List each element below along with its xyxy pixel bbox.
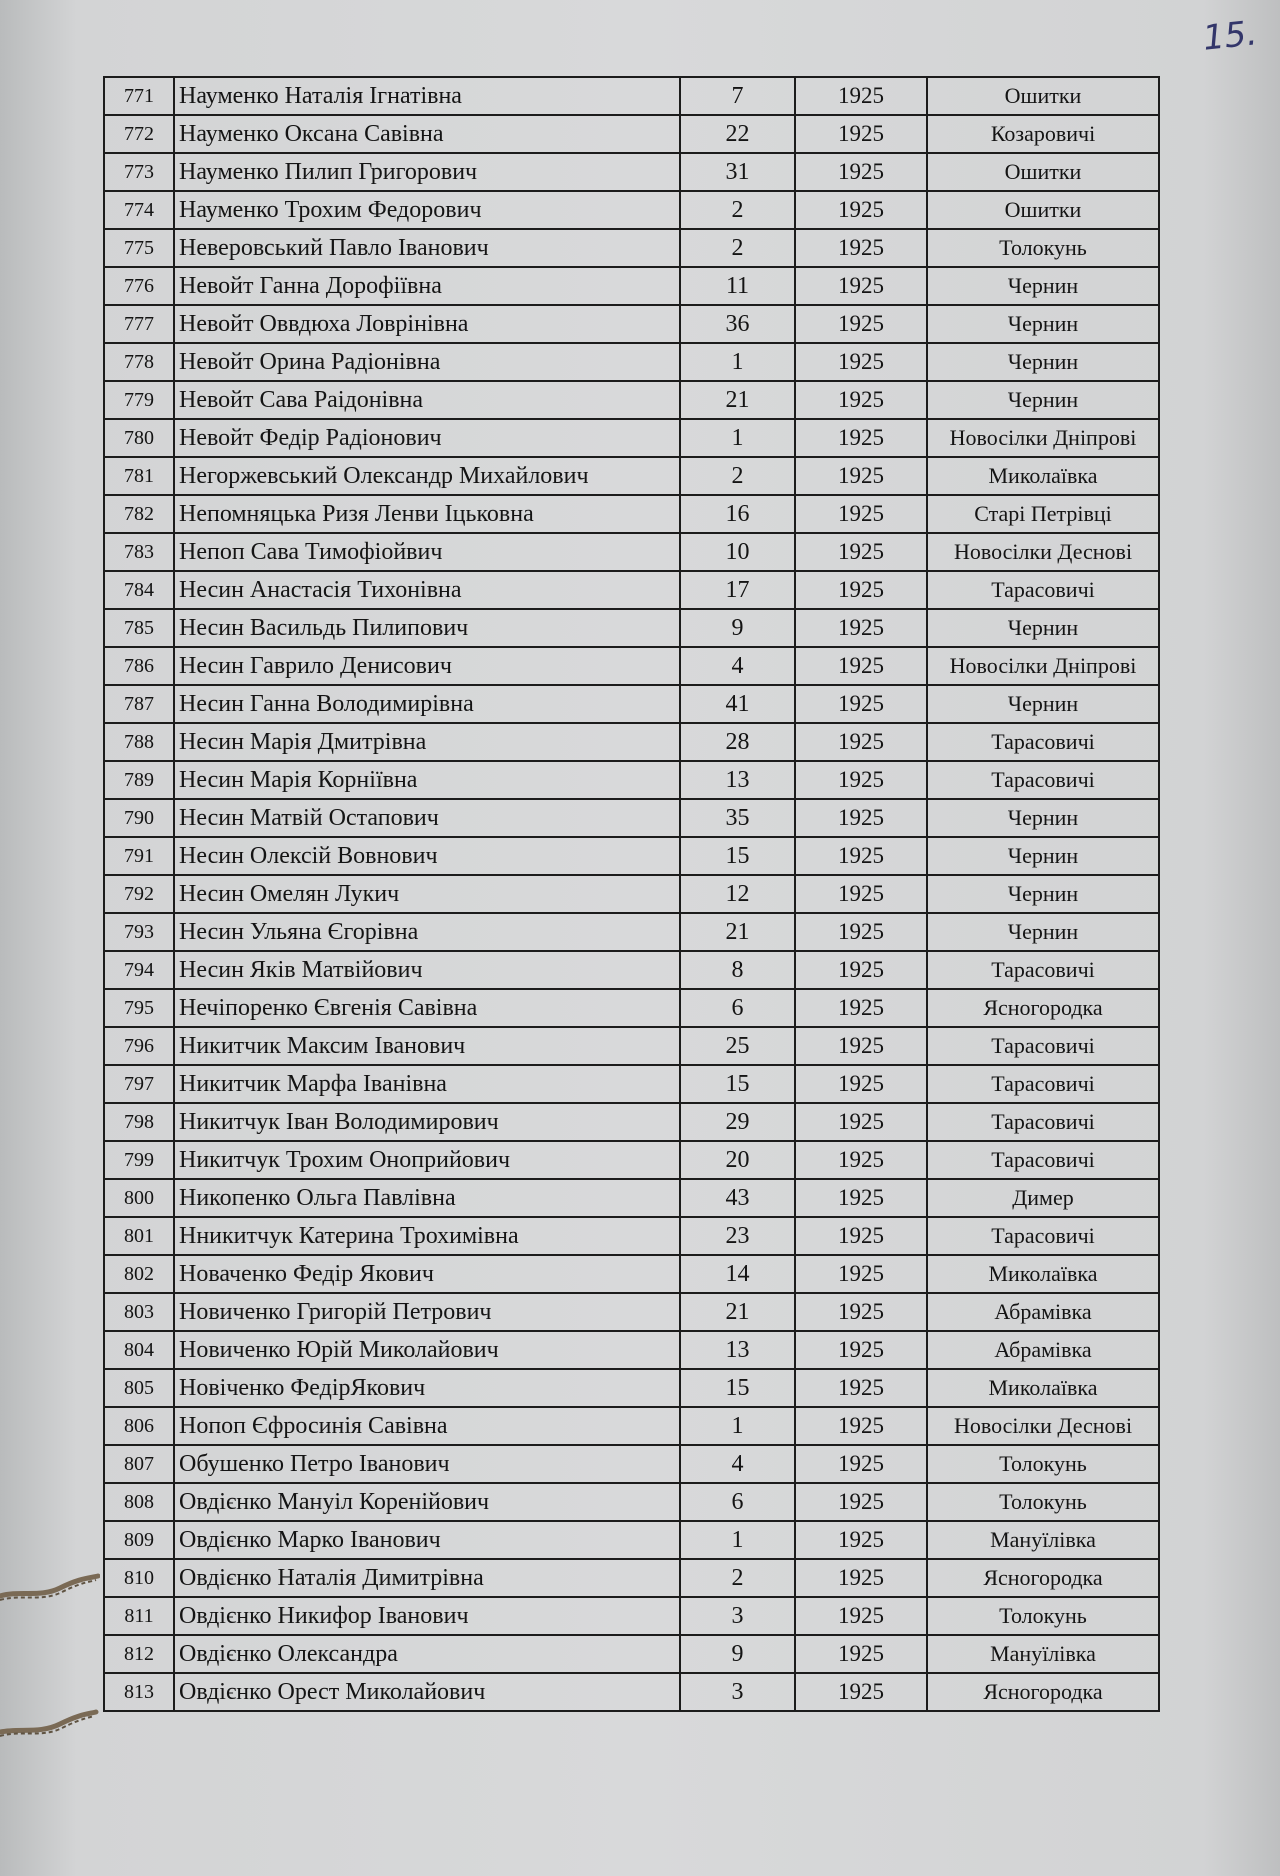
village-name-cell: Толокунь [927,1483,1159,1521]
table-row [104,1445,1159,1483]
table-row [104,761,1159,799]
person-name-cell: Негоржевський Олександр Михайлович [174,457,680,495]
row-number-cell: 810 [104,1559,174,1597]
row-number-cell: 784 [104,571,174,609]
register-table [103,76,1160,1712]
table-row [104,1141,1159,1179]
person-name-cell: Никитчик Марфа Іванівна [174,1065,680,1103]
person-name-cell: Несин Анастасія Тихонівна [174,571,680,609]
row-number-cell: 785 [104,609,174,647]
row-number-cell: 798 [104,1103,174,1141]
person-name-cell: Несин Марія Корніївна [174,761,680,799]
year-value-cell: 1925 [795,1559,927,1597]
row-number-cell: 811 [104,1597,174,1635]
row-number-cell: 781 [104,457,174,495]
village-name-cell: Миколаївка [927,1369,1159,1407]
year-value-cell: 1925 [795,1293,927,1331]
village-name-cell: Ошитки [927,191,1159,229]
village-name-cell: Абрамівка [927,1293,1159,1331]
count-value-cell: 15 [680,1369,795,1407]
year-value-cell: 1925 [795,799,927,837]
count-value-cell: 35 [680,799,795,837]
person-name-cell: Овдієнко Марко Іванович [174,1521,680,1559]
table-row [104,723,1159,761]
village-name-cell: Димер [927,1179,1159,1217]
table-row [104,951,1159,989]
village-name-cell: Толокунь [927,229,1159,267]
person-name-cell: Несин Ульяна Єгорівна [174,913,680,951]
year-value-cell: 1925 [795,1369,927,1407]
count-value-cell: 4 [680,647,795,685]
table-row [104,1255,1159,1293]
person-name-cell: Овдієнко Орест Миколайович [174,1673,680,1711]
year-value-cell: 1925 [795,989,927,1027]
count-value-cell: 41 [680,685,795,723]
table-row [104,1369,1159,1407]
person-name-cell: Несин Олексій Вовнович [174,837,680,875]
count-value-cell: 31 [680,153,795,191]
table-row [104,1217,1159,1255]
person-name-cell: Науменко Пилип Григорович [174,153,680,191]
row-number-cell: 802 [104,1255,174,1293]
village-name-cell: Чернин [927,609,1159,647]
year-value-cell: 1925 [795,533,927,571]
person-name-cell: Обушенко Петро Іванович [174,1445,680,1483]
row-number-cell: 793 [104,913,174,951]
year-value-cell: 1925 [795,495,927,533]
person-name-cell: Никопенко Ольга Павлівна [174,1179,680,1217]
year-value-cell: 1925 [795,153,927,191]
year-value-cell: 1925 [795,609,927,647]
count-value-cell: 21 [680,1293,795,1331]
village-name-cell: Чернин [927,685,1159,723]
village-name-cell: Мануїлівка [927,1635,1159,1673]
year-value-cell: 1925 [795,305,927,343]
register-table-body [104,77,1159,1711]
count-value-cell: 20 [680,1141,795,1179]
year-value-cell: 1925 [795,77,927,115]
table-row [104,495,1159,533]
village-name-cell: Чернин [927,343,1159,381]
person-name-cell: Новиченко Григорій Петрович [174,1293,680,1331]
count-value-cell: 1 [680,1521,795,1559]
row-number-cell: 796 [104,1027,174,1065]
person-name-cell: Невойт Сава Раідонівна [174,381,680,419]
row-number-cell: 812 [104,1635,174,1673]
village-name-cell: Тарасовичі [927,571,1159,609]
count-value-cell: 1 [680,419,795,457]
village-name-cell: Тарасовичі [927,951,1159,989]
year-value-cell: 1925 [795,191,927,229]
row-number-cell: 792 [104,875,174,913]
village-name-cell: Старі Петрівці [927,495,1159,533]
count-value-cell: 4 [680,1445,795,1483]
year-value-cell: 1925 [795,229,927,267]
year-value-cell: 1925 [795,1217,927,1255]
person-name-cell: Новаченко Федір Якович [174,1255,680,1293]
table-row [104,837,1159,875]
table-row [104,457,1159,495]
year-value-cell: 1925 [795,267,927,305]
count-value-cell: 9 [680,609,795,647]
row-number-cell: 778 [104,343,174,381]
table-row [104,1065,1159,1103]
year-value-cell: 1925 [795,1103,927,1141]
village-name-cell: Чернин [927,381,1159,419]
village-name-cell: Новосілки Дніпрові [927,647,1159,685]
person-name-cell: Несин Васильдь Пилипович [174,609,680,647]
person-name-cell: Несин Яків Матвійович [174,951,680,989]
row-number-cell: 807 [104,1445,174,1483]
row-number-cell: 813 [104,1673,174,1711]
village-name-cell: Чернин [927,875,1159,913]
village-name-cell: Ошитки [927,153,1159,191]
year-value-cell: 1925 [795,571,927,609]
count-value-cell: 9 [680,1635,795,1673]
table-row [104,1407,1159,1445]
village-name-cell: Тарасовичі [927,1103,1159,1141]
year-value-cell: 1925 [795,647,927,685]
table-row [104,1597,1159,1635]
year-value-cell: 1925 [795,1597,927,1635]
count-value-cell: 29 [680,1103,795,1141]
table-row [104,305,1159,343]
count-value-cell: 15 [680,1065,795,1103]
count-value-cell: 11 [680,267,795,305]
count-value-cell: 14 [680,1255,795,1293]
person-name-cell: Овдієнко Мануіл Коренійович [174,1483,680,1521]
table-row [104,419,1159,457]
person-name-cell: Нечіпоренко Євгенія Савівна [174,989,680,1027]
year-value-cell: 1925 [795,115,927,153]
village-name-cell: Козаровичі [927,115,1159,153]
table-row [104,799,1159,837]
count-value-cell: 2 [680,191,795,229]
year-value-cell: 1925 [795,457,927,495]
village-name-cell: Толокунь [927,1445,1159,1483]
count-value-cell: 1 [680,1407,795,1445]
village-name-cell: Толокунь [927,1597,1159,1635]
table-row [104,875,1159,913]
table-row [104,115,1159,153]
year-value-cell: 1925 [795,419,927,457]
village-name-cell: Новосілки Деснові [927,533,1159,571]
table-row [104,229,1159,267]
row-number-cell: 794 [104,951,174,989]
year-value-cell: 1925 [795,685,927,723]
table-row [104,571,1159,609]
village-name-cell: Чернин [927,799,1159,837]
person-name-cell: Несин Ганна Володимирівна [174,685,680,723]
village-name-cell: Миколаївка [927,1255,1159,1293]
count-value-cell: 43 [680,1179,795,1217]
year-value-cell: 1925 [795,1255,927,1293]
table-row [104,685,1159,723]
count-value-cell: 23 [680,1217,795,1255]
table-row [104,533,1159,571]
person-name-cell: Никитчук Іван Володимирович [174,1103,680,1141]
person-name-cell: Науменко Наталія Ігнатівна [174,77,680,115]
row-number-cell: 772 [104,115,174,153]
row-number-cell: 797 [104,1065,174,1103]
row-number-cell: 799 [104,1141,174,1179]
count-value-cell: 25 [680,1027,795,1065]
table-row [104,381,1159,419]
row-number-cell: 788 [104,723,174,761]
year-value-cell: 1925 [795,1635,927,1673]
year-value-cell: 1925 [795,837,927,875]
person-name-cell: Несин Омелян Лукич [174,875,680,913]
village-name-cell: Тарасовичі [927,1027,1159,1065]
count-value-cell: 21 [680,913,795,951]
village-name-cell: Новосілки Дніпрові [927,419,1159,457]
count-value-cell: 12 [680,875,795,913]
village-name-cell: Ясногородка [927,1559,1159,1597]
row-number-cell: 782 [104,495,174,533]
year-value-cell: 1925 [795,1141,927,1179]
row-number-cell: 790 [104,799,174,837]
count-value-cell: 8 [680,951,795,989]
village-name-cell: Чернин [927,305,1159,343]
row-number-cell: 801 [104,1217,174,1255]
count-value-cell: 36 [680,305,795,343]
person-name-cell: Овдієнко Олександра [174,1635,680,1673]
count-value-cell: 21 [680,381,795,419]
year-value-cell: 1925 [795,343,927,381]
count-value-cell: 2 [680,457,795,495]
row-number-cell: 780 [104,419,174,457]
row-number-cell: 783 [104,533,174,571]
table-row [104,343,1159,381]
table-row [104,191,1159,229]
person-name-cell: Невойт Орина Радіонівна [174,343,680,381]
row-number-cell: 809 [104,1521,174,1559]
person-name-cell: Науменко Оксана Савівна [174,115,680,153]
year-value-cell: 1925 [795,1521,927,1559]
person-name-cell: Непоп Сава Тимофіойвич [174,533,680,571]
count-value-cell: 10 [680,533,795,571]
village-name-cell: Ясногородка [927,989,1159,1027]
table-row [104,1635,1159,1673]
row-number-cell: 771 [104,77,174,115]
village-name-cell: Чернин [927,837,1159,875]
person-name-cell: Несин Матвій Остапович [174,799,680,837]
person-name-cell: Никитчук Трохим Оноприйович [174,1141,680,1179]
village-name-cell: Абрамівка [927,1331,1159,1369]
row-number-cell: 779 [104,381,174,419]
village-name-cell: Чернин [927,913,1159,951]
year-value-cell: 1925 [795,761,927,799]
year-value-cell: 1925 [795,1673,927,1711]
year-value-cell: 1925 [795,1065,927,1103]
row-number-cell: 800 [104,1179,174,1217]
table-row [104,1521,1159,1559]
person-name-cell: Невойт Федір Радіонович [174,419,680,457]
count-value-cell: 7 [680,77,795,115]
person-name-cell: Нопоп Єфросинія Савівна [174,1407,680,1445]
year-value-cell: 1925 [795,1179,927,1217]
count-value-cell: 3 [680,1597,795,1635]
row-number-cell: 777 [104,305,174,343]
table-row [104,77,1159,115]
row-number-cell: 774 [104,191,174,229]
row-number-cell: 795 [104,989,174,1027]
person-name-cell: Несин Марія Дмитрівна [174,723,680,761]
year-value-cell: 1925 [795,875,927,913]
year-value-cell: 1925 [795,723,927,761]
row-number-cell: 789 [104,761,174,799]
year-value-cell: 1925 [795,913,927,951]
village-name-cell: Чернин [927,267,1159,305]
person-name-cell: Новіченко ФедірЯкович [174,1369,680,1407]
row-number-cell: 808 [104,1483,174,1521]
row-number-cell: 805 [104,1369,174,1407]
count-value-cell: 3 [680,1673,795,1711]
count-value-cell: 15 [680,837,795,875]
count-value-cell: 16 [680,495,795,533]
year-value-cell: 1925 [795,1331,927,1369]
table-row [104,1179,1159,1217]
table-row [104,1027,1159,1065]
village-name-cell: Ясногородка [927,1673,1159,1711]
year-value-cell: 1925 [795,1407,927,1445]
village-name-cell: Мануїлівка [927,1521,1159,1559]
year-value-cell: 1925 [795,381,927,419]
count-value-cell: 6 [680,1483,795,1521]
table-row [104,609,1159,647]
person-name-cell: Нникитчук Катерина Трохимівна [174,1217,680,1255]
person-name-cell: Науменко Трохим Федорович [174,191,680,229]
village-name-cell: Тарасовичі [927,1217,1159,1255]
person-name-cell: Невойт Оввдюха Ловрінівна [174,305,680,343]
table-row [104,267,1159,305]
row-number-cell: 776 [104,267,174,305]
table-row [104,1483,1159,1521]
row-number-cell: 773 [104,153,174,191]
table-row [104,1103,1159,1141]
person-name-cell: Овдієнко Наталія Димитрівна [174,1559,680,1597]
person-name-cell: Никитчик Максим Іванович [174,1027,680,1065]
village-name-cell: Новосілки Деснові [927,1407,1159,1445]
year-value-cell: 1925 [795,1483,927,1521]
person-name-cell: Овдієнко Никифор Іванович [174,1597,680,1635]
person-name-cell: Непомняцька Ризя Ленви Іцьковна [174,495,680,533]
village-name-cell: Тарасовичі [927,1065,1159,1103]
year-value-cell: 1925 [795,951,927,989]
year-value-cell: 1925 [795,1027,927,1065]
row-number-cell: 803 [104,1293,174,1331]
table-row [104,647,1159,685]
table-row [104,989,1159,1027]
village-name-cell: Тарасовичі [927,723,1159,761]
row-number-cell: 787 [104,685,174,723]
binding-thread-lower [0,1702,100,1742]
village-name-cell: Тарасовичі [927,1141,1159,1179]
count-value-cell: 28 [680,723,795,761]
row-number-cell: 786 [104,647,174,685]
village-name-cell: Ошитки [927,77,1159,115]
person-name-cell: Неверовський Павло Іванович [174,229,680,267]
count-value-cell: 13 [680,761,795,799]
page-number: 15. [1201,13,1260,59]
row-number-cell: 806 [104,1407,174,1445]
count-value-cell: 22 [680,115,795,153]
count-value-cell: 1 [680,343,795,381]
count-value-cell: 2 [680,1559,795,1597]
person-name-cell: Несин Гаврило Денисович [174,647,680,685]
table-row [104,913,1159,951]
table-row [104,1331,1159,1369]
person-name-cell: Невойт Ганна Дорофіївна [174,267,680,305]
count-value-cell: 13 [680,1331,795,1369]
row-number-cell: 804 [104,1331,174,1369]
village-name-cell: Миколаївка [927,457,1159,495]
village-name-cell: Тарасовичі [927,761,1159,799]
year-value-cell: 1925 [795,1445,927,1483]
table-row [104,1559,1159,1597]
row-number-cell: 775 [104,229,174,267]
table-row [104,1673,1159,1711]
table-row [104,153,1159,191]
person-name-cell: Новиченко Юрій Миколайович [174,1331,680,1369]
table-row [104,1293,1159,1331]
count-value-cell: 6 [680,989,795,1027]
count-value-cell: 2 [680,229,795,267]
count-value-cell: 17 [680,571,795,609]
row-number-cell: 791 [104,837,174,875]
binding-thread-upper [0,1568,100,1608]
